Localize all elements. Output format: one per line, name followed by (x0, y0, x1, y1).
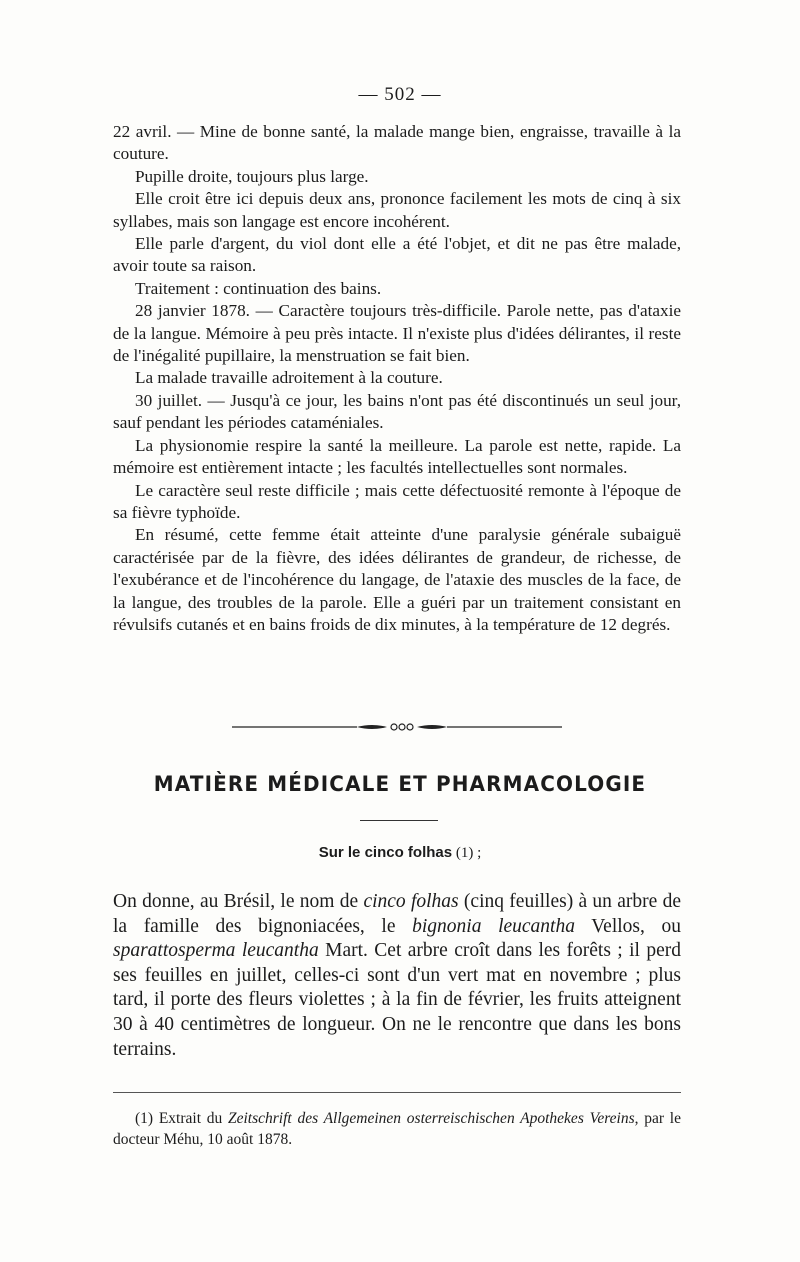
text-run: Vellos, ou (574, 915, 681, 937)
text-run: , par le docteur Méhu, 10 août 1878. (113, 1110, 681, 1148)
paragraph: Pupille droite, toujours plus large. (135, 166, 369, 186)
subsection-title: Sur le cinco folhas (318, 844, 453, 861)
text-run: Mart. Cet arbre croît dans les forêts ; il perd ses feuilles en juillet, celles-ci sont d'un vert mat en novembre ; plus tard, il porte des fleurs violettes ; à la fin de février, les fruits atteignent 30 à 40 centimètres de longueur. On ne le rencontre que dans les bons terrains. (113, 940, 681, 1060)
cinco-folhas-section (113, 890, 681, 1062)
heading-rule (360, 820, 438, 821)
paragraph: 30 juillet. — Jusqu'à ce jour, les bains n'ont pas été discontinués un seul jour, sauf pendant les périodes cataméniales. (113, 390, 681, 433)
journal-title-italic: Zeitschrift des Allgemeinen osterreischischen Apothekes Vereins (227, 1110, 635, 1127)
paragraph: 22 avril. — Mine de bonne santé, la malade mange bien, engraisse, travaille à la couture. (113, 122, 681, 164)
plant-name-italic: cinco folhas (363, 891, 459, 912)
paragraph: La malade travaille adroitement à la couture. (135, 368, 443, 388)
plant-name-italic: bignonia leucantha (412, 915, 575, 937)
text-run: (cinq feuilles) à un arbre de la famille des bignoniacées, le (113, 891, 681, 937)
paragraph: 28 janvier 1878. — Caractère toujours très-difficile. Parole nette, pas d'ataxie de la langue. Mémoire à peu près intacte. Il n'existe plus d'idées délirantes, il reste de l'inégalité pupillaire, la menstruation se fait bien. (113, 301, 681, 366)
text-run: On donne, au Brésil, le nom de (113, 891, 364, 912)
case-report-section (113, 121, 681, 636)
footnote-reference: (1) (455, 845, 474, 861)
footnote (113, 1108, 681, 1150)
paragraph: En résumé, cette femme était atteinte d'une paralysie générale subaiguë caractérisée par de la fièvre, des idées délirantes de grandeur, de richesse, de l'exubérance et de l'incohérence du langage, de l'ataxie des muscles de la face, de la langue, des troubles de la parole. Elle a guéri par un traitement consistant en révulsifs cutanés et en bains froids de dix minutes, à la température de 12 degrés. (113, 525, 681, 634)
text-run: (1) Extrait du (135, 1110, 228, 1127)
paragraph: Traitement : continuation des bains. (135, 278, 382, 298)
paragraph: Elle croit être ici depuis deux ans, prononce facilement les mots de cinq à six syllabes, mais son langage est encore incohérent. (113, 189, 681, 231)
paragraph: La physionomie respire la santé la meilleure. La parole est nette, rapide. La mémoire est entièrement intacte ; les facultés intellectuelles sont normales. (113, 435, 681, 478)
paragraph: Le caractère seul reste difficile ; mais cette défectuosité remonte à l'époque de sa fièvre typhoïde. (113, 480, 681, 522)
footnote-text (113, 1108, 681, 1150)
subsection-heading (0, 844, 800, 862)
footnote-rule (113, 1092, 681, 1093)
subsection-punctuation: ; (477, 845, 482, 861)
plant-name-italic: sparattosperma leucantha (113, 940, 319, 962)
page-number: — 502 — (358, 84, 442, 105)
paragraph: Elle parle d'argent, du viol dont elle a été l'objet, et dit ne pas être malade, avoir toute sa raison. (113, 234, 681, 276)
ornamental-divider (232, 722, 562, 732)
paragraph (113, 890, 681, 1062)
section-heading: MATIÈRE MÉDICALE ET PHARMACOLOGIE (153, 772, 647, 796)
